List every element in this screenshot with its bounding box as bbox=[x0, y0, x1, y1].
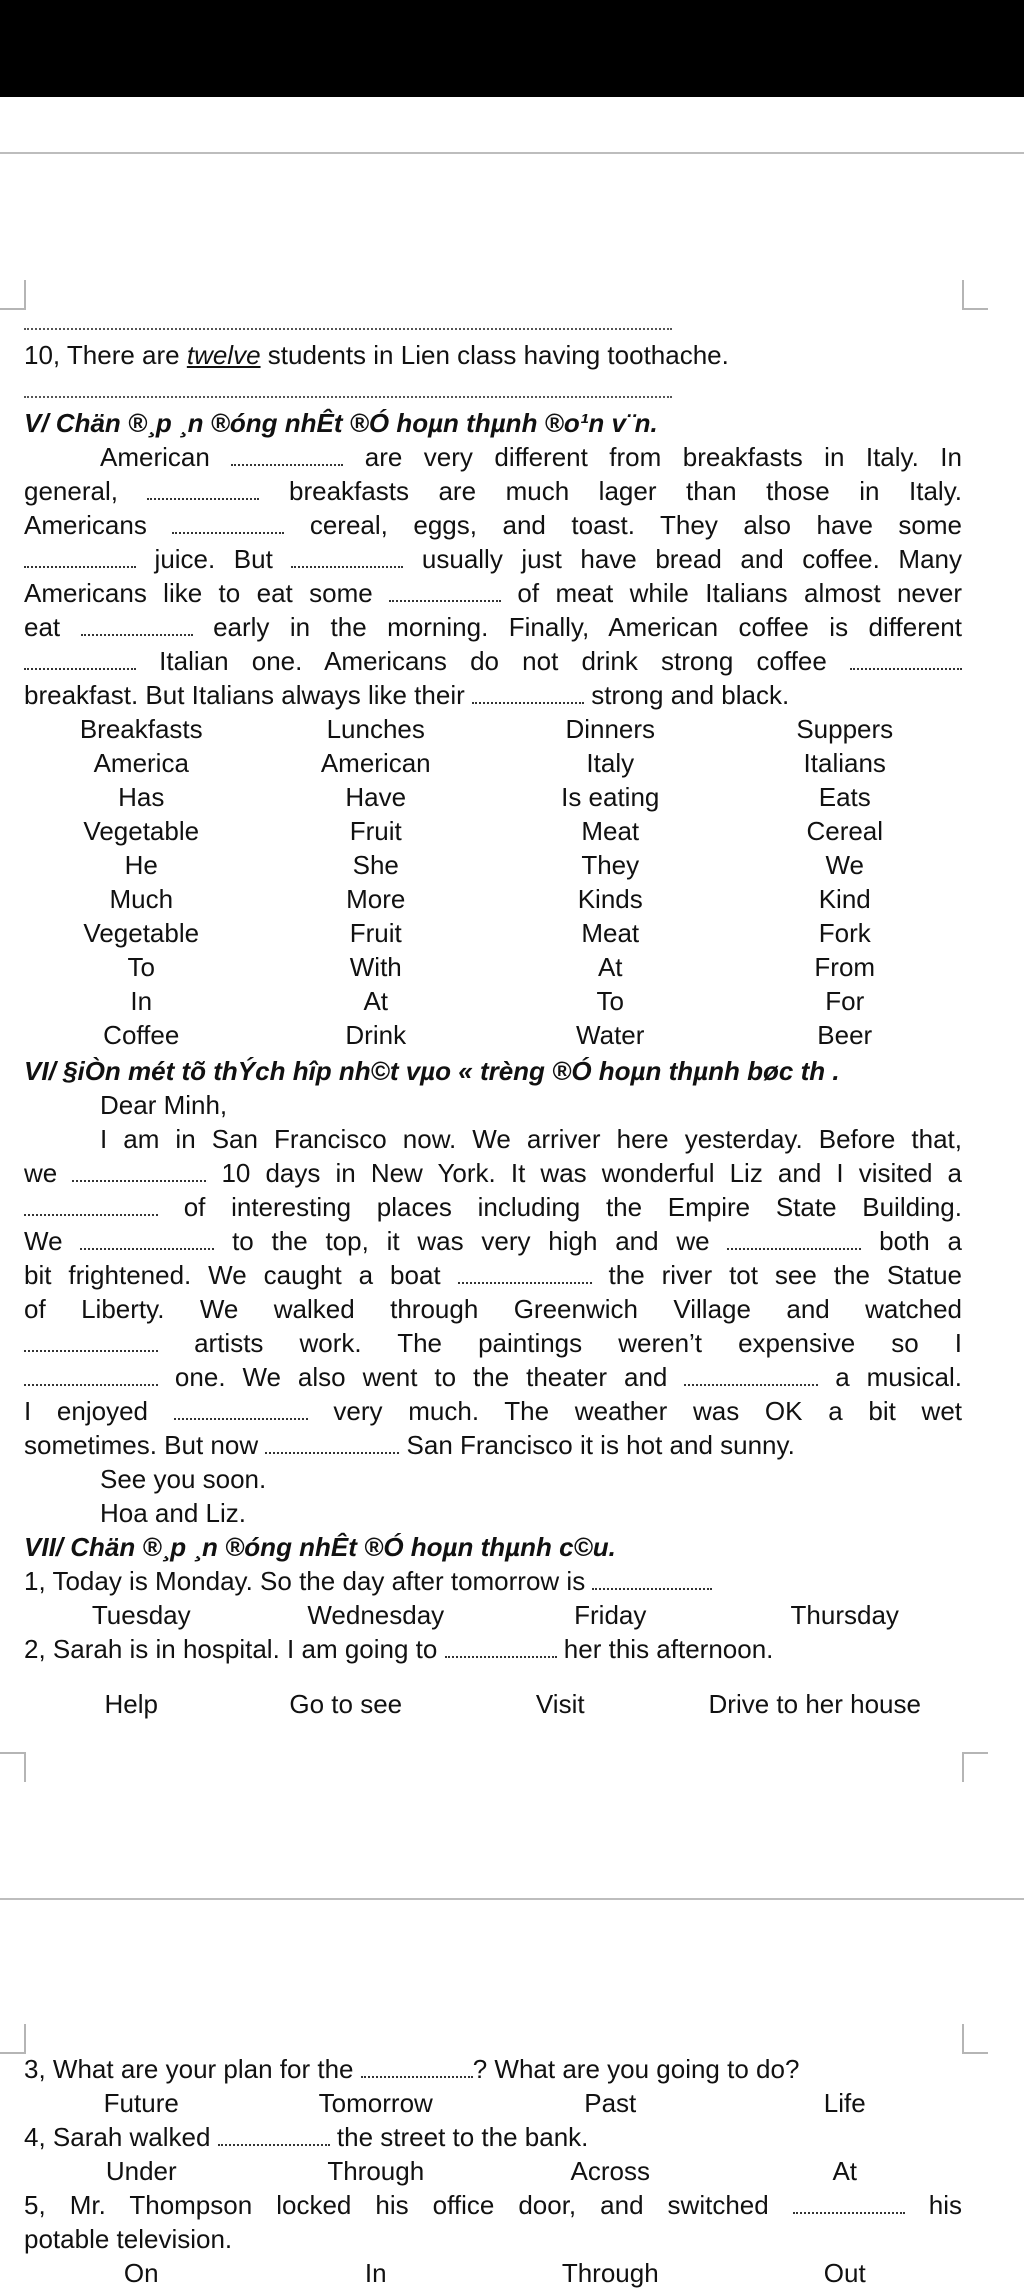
option-row bbox=[24, 1598, 962, 1632]
passage-text: cereal, eggs, and toast. They also have some bbox=[284, 510, 962, 540]
option-row bbox=[24, 1018, 962, 1052]
option-row bbox=[24, 984, 962, 1018]
passage-text: American bbox=[100, 442, 232, 472]
answer-blank[interactable] bbox=[24, 1328, 158, 1352]
answer-blank[interactable] bbox=[172, 510, 284, 534]
option-choice[interactable]: Past bbox=[584, 2088, 637, 2118]
option-choice[interactable]: Fruit bbox=[349, 918, 402, 948]
question-5-options bbox=[24, 2256, 962, 2290]
option-choice[interactable]: Beer bbox=[817, 1020, 873, 1050]
option-choice[interactable]: Tomorrow bbox=[318, 2088, 433, 2118]
option-choice[interactable]: Meat bbox=[581, 816, 640, 846]
passage-text: early in the morning. Finally, American coffee is different bbox=[192, 612, 962, 642]
option-choice[interactable]: She bbox=[352, 850, 399, 880]
option-choice[interactable]: Go to see bbox=[289, 1689, 403, 1719]
passage-text: of Liberty. We walked through Greenwich Village and watched bbox=[24, 1294, 962, 1324]
option-choice[interactable]: American bbox=[320, 748, 431, 778]
option-choice[interactable]: Drink bbox=[345, 1020, 407, 1050]
option-choice[interactable]: Eats bbox=[818, 782, 871, 812]
question-4-options bbox=[24, 2154, 962, 2188]
option-choice[interactable]: Has bbox=[118, 782, 165, 812]
option-choice[interactable]: In bbox=[130, 986, 153, 1016]
passage-line bbox=[24, 610, 962, 644]
option-row bbox=[24, 814, 962, 848]
answer-blank[interactable] bbox=[24, 646, 136, 670]
option-choice[interactable]: Coffee bbox=[103, 1020, 180, 1050]
passage-line bbox=[24, 576, 962, 610]
option-choice[interactable]: Life bbox=[823, 2088, 866, 2118]
option-choice[interactable]: From bbox=[814, 952, 876, 982]
passage-line bbox=[24, 678, 962, 712]
passage-text: general, bbox=[24, 476, 148, 506]
option-choice[interactable]: Friday bbox=[574, 1600, 647, 1630]
question-5: 5, Mr. Thompson locked his office door, and switched his bbox=[24, 2190, 962, 2220]
dotted-answer-line bbox=[24, 328, 672, 330]
option-choice[interactable]: Drive to her house bbox=[708, 1689, 921, 1719]
page-corner-mark bbox=[962, 1752, 988, 1782]
answer-blank[interactable] bbox=[81, 612, 193, 636]
answer-blank[interactable] bbox=[850, 646, 962, 670]
passage-text: juice. But bbox=[136, 544, 292, 574]
answer-blank[interactable] bbox=[231, 442, 343, 466]
page-corner-mark bbox=[962, 280, 988, 310]
passage-line bbox=[24, 542, 962, 576]
passage-text: are very different from breakfasts in Italy. In bbox=[343, 442, 962, 472]
option-choice[interactable]: Through bbox=[561, 2258, 659, 2288]
passage-text: strong and black. bbox=[583, 680, 790, 710]
passage-text: to the top, it was very high and we bbox=[214, 1226, 728, 1256]
option-choice[interactable]: Lunches bbox=[326, 714, 425, 744]
option-choice[interactable]: At bbox=[363, 986, 389, 1016]
page-divider bbox=[0, 1898, 1024, 1900]
passage-text: Italian one. Americans do not drink strong coffee bbox=[136, 646, 850, 676]
answer-blank[interactable] bbox=[389, 578, 501, 602]
question-10: 10, There are twelve students in Lien class having toothache. bbox=[24, 340, 729, 370]
option-row bbox=[24, 2154, 962, 2188]
passage-text: breakfasts are much lager than those in Italy. bbox=[259, 476, 962, 506]
passage-line bbox=[24, 1224, 962, 1258]
option-choice[interactable]: In bbox=[364, 2258, 387, 2288]
passage-text: breakfast. But Italians always like their bbox=[24, 680, 472, 710]
passage-text: very much. The weather was OK a bit wet bbox=[307, 1396, 962, 1426]
passage-text: both a bbox=[861, 1226, 962, 1256]
option-choice[interactable]: With bbox=[349, 952, 402, 982]
letter-greeting: Dear Minh, bbox=[100, 1090, 228, 1120]
option-choice[interactable]: Italy bbox=[586, 748, 635, 778]
question-4: 4, Sarah walked the street to the bank. bbox=[24, 2122, 589, 2152]
answer-blank[interactable] bbox=[472, 680, 584, 704]
option-choice[interactable]: At bbox=[597, 952, 623, 982]
option-choice[interactable]: To bbox=[596, 986, 624, 1016]
option-choice[interactable]: We bbox=[825, 850, 865, 880]
option-choice[interactable]: On bbox=[123, 2258, 159, 2288]
page-corner-mark bbox=[962, 2024, 988, 2054]
option-row bbox=[24, 1670, 962, 1738]
passage-text: Americans bbox=[24, 510, 173, 540]
answer-blank[interactable] bbox=[24, 1362, 158, 1386]
passage-line bbox=[24, 508, 962, 542]
question-2: 2, Sarah is in hospital. I am going to her this afternoon. bbox=[24, 1634, 774, 1664]
passage-text: we bbox=[24, 1158, 73, 1188]
answer-blank[interactable] bbox=[445, 1634, 557, 1658]
option-choice[interactable]: Wednesday bbox=[307, 1600, 445, 1630]
option-choice[interactable]: Cereal bbox=[806, 816, 884, 846]
option-row bbox=[24, 848, 962, 882]
passage-line bbox=[24, 1258, 962, 1292]
passage-text: 10 days in New York. It was wonderful Liz and I visited a bbox=[206, 1158, 962, 1188]
question-2-options bbox=[24, 1670, 962, 1738]
passage-text: sometimes. But now bbox=[24, 1430, 266, 1460]
passage-text: San Francisco it is hot and sunny. bbox=[399, 1430, 795, 1460]
option-choice[interactable]: Water bbox=[576, 1020, 645, 1050]
passage-line bbox=[24, 440, 962, 474]
answer-blank[interactable] bbox=[147, 476, 259, 500]
option-choice[interactable]: Fork bbox=[818, 918, 871, 948]
option-choice[interactable]: Breakfasts bbox=[79, 714, 203, 744]
option-choice[interactable]: To bbox=[127, 952, 155, 982]
passage-text: of interesting places including the Empire State Building. bbox=[158, 1192, 962, 1222]
option-choice[interactable]: Future bbox=[103, 2088, 179, 2118]
answer-blank[interactable] bbox=[80, 1226, 214, 1250]
passage-text: I am in San Francisco now. We arriver here yesterday. Before that, bbox=[100, 1124, 962, 1154]
passage-text: eat bbox=[24, 612, 81, 642]
page-corner-mark bbox=[0, 280, 26, 310]
option-choice[interactable]: Kinds bbox=[577, 884, 643, 914]
status-bar bbox=[0, 0, 1024, 97]
passage-line bbox=[24, 1292, 962, 1326]
question-1-options bbox=[24, 1598, 962, 1632]
passage-line bbox=[24, 644, 962, 678]
passage-text: Americans like to eat some bbox=[24, 578, 390, 608]
passage-line bbox=[24, 1190, 962, 1224]
option-choice[interactable]: Vegetable bbox=[83, 816, 200, 846]
passage-line bbox=[24, 1394, 962, 1428]
answer-blank[interactable] bbox=[727, 1226, 861, 1250]
option-row bbox=[24, 950, 962, 984]
passage-text: usually just have bread and coffee. Many bbox=[403, 544, 962, 574]
answer-blank[interactable] bbox=[793, 2190, 905, 2214]
passage-text: We bbox=[24, 1226, 81, 1256]
passage-line bbox=[24, 1360, 962, 1394]
option-choice[interactable]: Dinners bbox=[565, 714, 656, 744]
option-choice[interactable]: Fruit bbox=[349, 816, 402, 846]
page-corner-mark bbox=[0, 2024, 26, 2054]
passage-text: artists work. The paintings weren’t expensive so I bbox=[158, 1328, 962, 1358]
page-corner-mark bbox=[0, 1752, 26, 1782]
answer-blank[interactable] bbox=[361, 2054, 473, 2078]
passage-line bbox=[24, 1122, 962, 1156]
option-choice[interactable]: Thursday bbox=[790, 1600, 899, 1630]
option-choice[interactable]: Out bbox=[823, 2258, 866, 2288]
option-row bbox=[24, 2256, 962, 2290]
option-choice[interactable]: America bbox=[93, 748, 189, 778]
passage-line bbox=[24, 1156, 962, 1190]
passage-text: I enjoyed bbox=[24, 1396, 174, 1426]
option-choice[interactable]: At bbox=[832, 2156, 858, 2186]
answer-blank[interactable] bbox=[592, 1566, 712, 1590]
passage-text: a musical. bbox=[818, 1362, 962, 1392]
section-5-options bbox=[24, 712, 962, 1052]
answer-blank[interactable] bbox=[24, 544, 136, 568]
answer-blank[interactable] bbox=[265, 1430, 399, 1454]
passage-text: the river tot see the Statue bbox=[591, 1260, 962, 1290]
answer-blank[interactable] bbox=[72, 1158, 206, 1182]
option-choice[interactable]: Help bbox=[104, 1689, 158, 1719]
answer-blank[interactable] bbox=[291, 544, 403, 568]
passage-line bbox=[24, 1326, 962, 1360]
option-row bbox=[24, 780, 962, 814]
option-choice[interactable]: Much bbox=[109, 884, 174, 914]
answer-blank[interactable] bbox=[458, 1260, 592, 1284]
question-3-options bbox=[24, 2086, 962, 2120]
option-choice[interactable]: Italians bbox=[803, 748, 886, 778]
option-choice[interactable]: Vegetable bbox=[83, 918, 200, 948]
option-choice[interactable]: Visit bbox=[535, 1689, 585, 1719]
option-choice[interactable]: For bbox=[825, 986, 865, 1016]
option-choice[interactable]: More bbox=[346, 884, 406, 914]
question-5-continued: potable television. bbox=[24, 2224, 233, 2254]
option-choice[interactable]: Meat bbox=[581, 918, 640, 948]
section-5-heading: V/ Chän ®¸p ¸n ®óng nhÊt ®Ó hoµn thµnh ®o¹n v¨n. bbox=[24, 408, 658, 438]
option-row bbox=[24, 2086, 962, 2120]
section-6-heading: VI/ §iÒn mét tõ thÝch hîp nh©t vµo « trèng ®Ó hoµn thµnh bøc th . bbox=[24, 1056, 840, 1086]
letter-closing: See you soon. bbox=[100, 1464, 267, 1494]
passage-line bbox=[24, 1428, 962, 1462]
section-7-heading: VII/ Chän ®¸p ¸n ®óng nhÊt ®Ó hoµn thµnh c©u. bbox=[24, 1532, 616, 1562]
option-row bbox=[24, 712, 962, 746]
option-choice[interactable]: He bbox=[124, 850, 158, 880]
passage-text: one. We also went to the theater and bbox=[158, 1362, 685, 1392]
option-choice[interactable]: Under bbox=[105, 2156, 177, 2186]
letter-signature: Hoa and Liz. bbox=[100, 1498, 246, 1528]
option-choice[interactable]: Across bbox=[570, 2156, 650, 2186]
answer-blank[interactable] bbox=[684, 1362, 818, 1386]
answer-blank[interactable] bbox=[24, 1192, 158, 1216]
option-choice[interactable]: Kind bbox=[818, 884, 871, 914]
option-row bbox=[24, 746, 962, 780]
option-choice[interactable]: Is eating bbox=[561, 782, 660, 812]
passage-text: of meat while Italians almost never bbox=[501, 578, 962, 608]
question-3: 3, What are your plan for the ? What are you going to do? bbox=[24, 2054, 800, 2084]
passage-text: bit frightened. We caught a boat bbox=[24, 1260, 458, 1290]
option-choice[interactable]: Tuesday bbox=[91, 1600, 191, 1630]
option-choice[interactable]: Through bbox=[327, 2156, 425, 2186]
dotted-answer-line bbox=[24, 396, 672, 398]
option-row bbox=[24, 916, 962, 950]
page-divider bbox=[0, 152, 1024, 154]
answer-blank[interactable] bbox=[218, 2122, 330, 2146]
option-choice[interactable]: Have bbox=[345, 782, 407, 812]
option-row bbox=[24, 882, 962, 916]
question-1: 1, Today is Monday. So the day after tomorrow is bbox=[24, 1564, 962, 1598]
option-choice[interactable]: They bbox=[581, 850, 640, 880]
option-choice[interactable]: Suppers bbox=[796, 714, 894, 744]
answer-blank[interactable] bbox=[174, 1396, 308, 1420]
passage-line bbox=[24, 474, 962, 508]
